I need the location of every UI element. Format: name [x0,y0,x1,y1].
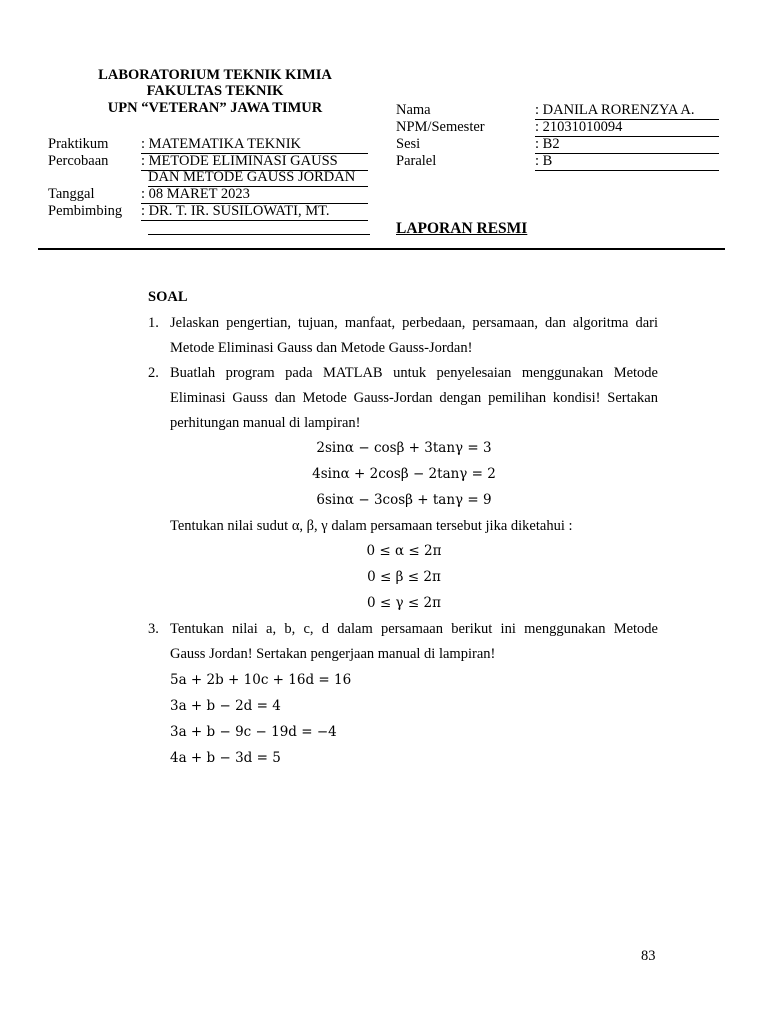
soal-heading: SOAL [148,289,188,305]
sesi-value: : B2 [535,136,719,154]
q3-text-line1: Tentukan nilai a, b, c, d dalam persamaan berikut ini menggunakan Metode [170,621,658,637]
q2-equation-1: 2sinα − cosβ + 3tanγ = 3 [316,440,492,456]
nama-label: Nama [396,102,431,118]
q3-equation-3: 3a + b − 9c − 19d = −4 [170,724,337,740]
tanggal-value: : 08 MARET 2023 [141,186,368,204]
praktikum-label: Praktikum [48,136,109,152]
lab-name: LABORATORIUM TEKNIK KIMIA [98,67,332,83]
q2-equation-2: 4sinα + 2cosβ − 2tanγ = 2 [312,466,496,482]
q2-range-beta: 0 ≤ β ≤ 2π [367,569,441,585]
university-name: UPN “VETERAN” JAWA TIMUR [107,100,323,116]
q2-equation-3: 6sinα − 3cosβ + tanγ = 9 [316,492,492,508]
percobaan-value-line2: DAN METODE GAUSS JORDAN [148,169,368,187]
percobaan-value-line1: : METODE ELIMINASI GAUSS [141,153,368,171]
nama-value: : DANILA RORENZYA A. [535,102,719,120]
q2-text-line2: Eliminasi Gauss dan Metode Gauss-Jordan dengan pemilihan kondisi! Sertakan [170,390,658,406]
paralel-value: : B [535,153,719,171]
npm-label: NPM/Semester [396,119,485,135]
q2-text-line1: Buatlah program pada MATLAB untuk penyelesaian menggunakan Metode [170,365,658,381]
q3-equation-4: 4a + b − 3d = 5 [170,750,281,766]
q3-equation-2: 3a + b − 2d = 4 [170,698,281,714]
q2-range-alpha: 0 ≤ α ≤ 2π [366,543,442,559]
signature-line [148,234,370,235]
npm-value: : 21031010094 [535,119,719,137]
praktikum-value: : MATEMATIKA TEKNIK [141,136,368,154]
q1-number: 1. [148,315,159,331]
q2-number: 2. [148,365,159,381]
q3-number: 3. [148,621,159,637]
faculty-name: FAKULTAS TEKNIK [146,83,284,99]
q2-text-line3: perhitungan manual di lampiran! [170,415,361,431]
percobaan-label: Percobaan [48,153,109,169]
q2-range-gamma: 0 ≤ γ ≤ 2π [367,595,441,611]
pembimbing-value: : DR. T. IR. SUSILOWATI, MT. [141,203,368,221]
page-number: 83 [641,948,656,964]
pembimbing-label: Pembimbing [48,203,123,219]
tanggal-label: Tanggal [48,186,95,202]
report-title: LAPORAN RESMI [396,220,528,237]
q3-equation-1: 5a + 2b + 10c + 16d = 16 [170,672,352,688]
header-divider [38,248,725,250]
q2-condition-text: Tentukan nilai sudut α, β, γ dalam persamaan tersebut jika diketahui : [170,518,573,534]
sesi-label: Sesi [396,136,421,152]
q1-text-line1: Jelaskan pengertian, tujuan, manfaat, perbedaan, persamaan, dan algoritma dari [170,315,658,331]
q1-text-line2: Metode Eliminasi Gauss dan Metode Gauss-Jordan! [170,340,473,356]
q3-text-line2: Gauss Jordan! Sertakan pengerjaan manual di lampiran! [170,646,496,662]
paralel-label: Paralel [396,153,437,169]
